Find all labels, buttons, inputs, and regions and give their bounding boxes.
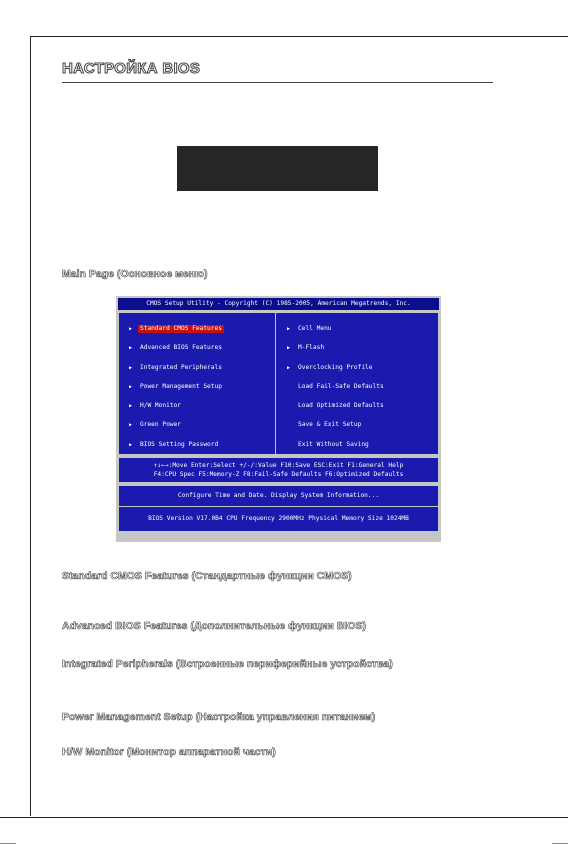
bios-menu-item-label: BIOS Setting Password [140, 440, 219, 448]
bios-menu-item[interactable] [287, 344, 386, 363]
bios-menu-item[interactable] [129, 364, 224, 383]
bios-menu-item-label: Standard CMOS Features [140, 325, 222, 332]
bios-menu-item[interactable] [129, 383, 224, 402]
bios-title-bar: CMOS Setup Utility - Copyright (C) 1985-2005, American Megatrends, Inc. [118, 298, 439, 310]
crop-mark-left [0, 843, 16, 844]
triangle-right-icon: ▶ [129, 326, 133, 332]
page-bottom-rule [0, 817, 568, 818]
bios-menu-item[interactable] [287, 402, 386, 421]
bios-status-separator [119, 506, 438, 507]
bios-menu-item-label: Load Fail-Safe Defaults [298, 382, 384, 390]
page-frame-left [30, 36, 31, 816]
section-hw-monitor: H/W Monitor (Монитор аппаратной части) [62, 746, 276, 758]
bios-help-line-2: F4:CPU Spec F5:Memory-Z F8:Fail-Safe Defaults F6:Optimized Defaults [153, 471, 404, 478]
bios-menu-item[interactable] [129, 325, 224, 344]
bios-menu-item-label: Load Optimized Defaults [298, 402, 384, 410]
bios-menu-item-label: Advanced BIOS Features [140, 344, 222, 352]
bios-menu-item[interactable] [287, 364, 386, 383]
bios-menu-item-label: Overclocking Profile [298, 363, 373, 371]
triangle-right-icon: ▶ [129, 345, 133, 352]
bios-menu-left-column [129, 325, 224, 460]
section-main-page: Main Page (Основное меню) [62, 268, 208, 280]
bios-system-info: BIOS Version V17.0B4 CPU Frequency 2900MHz Physical Memory Size 1024MB [148, 515, 409, 522]
crop-mark-right [552, 843, 568, 844]
section-standard-cmos: Standard CMOS Features (Стандартные функции CMOS) [62, 570, 352, 582]
bios-menu-item-label: Cell Menu [298, 325, 332, 332]
bios-menu-item[interactable] [129, 441, 224, 460]
bios-menu-item[interactable] [287, 421, 386, 440]
bios-menu-item-label: H/W Monitor [140, 402, 181, 410]
bios-menu-item[interactable] [129, 402, 224, 421]
bios-menu-item-label: Power Management Setup [140, 382, 222, 390]
bios-menu-item-label: Save & Exit Setup [298, 421, 362, 429]
bios-item-description: Configure Time and Date. Display System Information... [177, 492, 380, 499]
bios-menu-item-label: Integrated Peripherals [140, 363, 222, 371]
bios-menu-item[interactable] [287, 383, 386, 402]
section-integrated-peripherals: Integrated Peripherals (Встроенные периферийные устройства) [62, 658, 393, 670]
triangle-right-icon: ▶ [129, 383, 133, 390]
bios-status-panel [118, 485, 439, 532]
triangle-right-icon: ▶ [287, 345, 291, 352]
black-image-block [177, 146, 378, 191]
bios-menu-item[interactable] [287, 325, 386, 344]
title-rule [62, 82, 493, 83]
section-advanced-bios: Advanced BIOS Features (Дополнительные функции BIOS) [62, 620, 366, 632]
bios-menu-item-label: M-Flash [298, 344, 325, 352]
triangle-right-icon: ▶ [129, 441, 133, 448]
bios-menu-item-label: Green Power [140, 421, 181, 429]
page-frame-top [30, 36, 568, 37]
bios-menu-item[interactable] [287, 441, 386, 460]
bios-help-bar [118, 457, 439, 483]
bios-main-menu [118, 312, 439, 455]
bios-menu-right-column [287, 325, 386, 460]
bios-help-line-1: ↑↓←→:Move Enter:Select +/-/:Value F10:Save ESC:Exit F1:General Help [153, 462, 404, 469]
triangle-right-icon: ▶ [129, 403, 133, 410]
bios-menu-item[interactable] [129, 344, 224, 363]
page-title: НАСТРОЙКА BIOS [62, 60, 201, 77]
triangle-right-icon: ▶ [287, 364, 291, 371]
bios-menu-item-label: Exit Without Saving [298, 440, 369, 448]
bios-menu-item[interactable] [129, 421, 224, 440]
triangle-right-icon: ▶ [129, 422, 133, 429]
bios-menu-divider [275, 313, 276, 454]
section-power-management: Power Management Setup (Настройка управления питанием) [62, 711, 376, 723]
bios-screenshot [116, 296, 441, 542]
triangle-right-icon: ▶ [287, 326, 291, 332]
triangle-right-icon: ▶ [129, 364, 133, 371]
